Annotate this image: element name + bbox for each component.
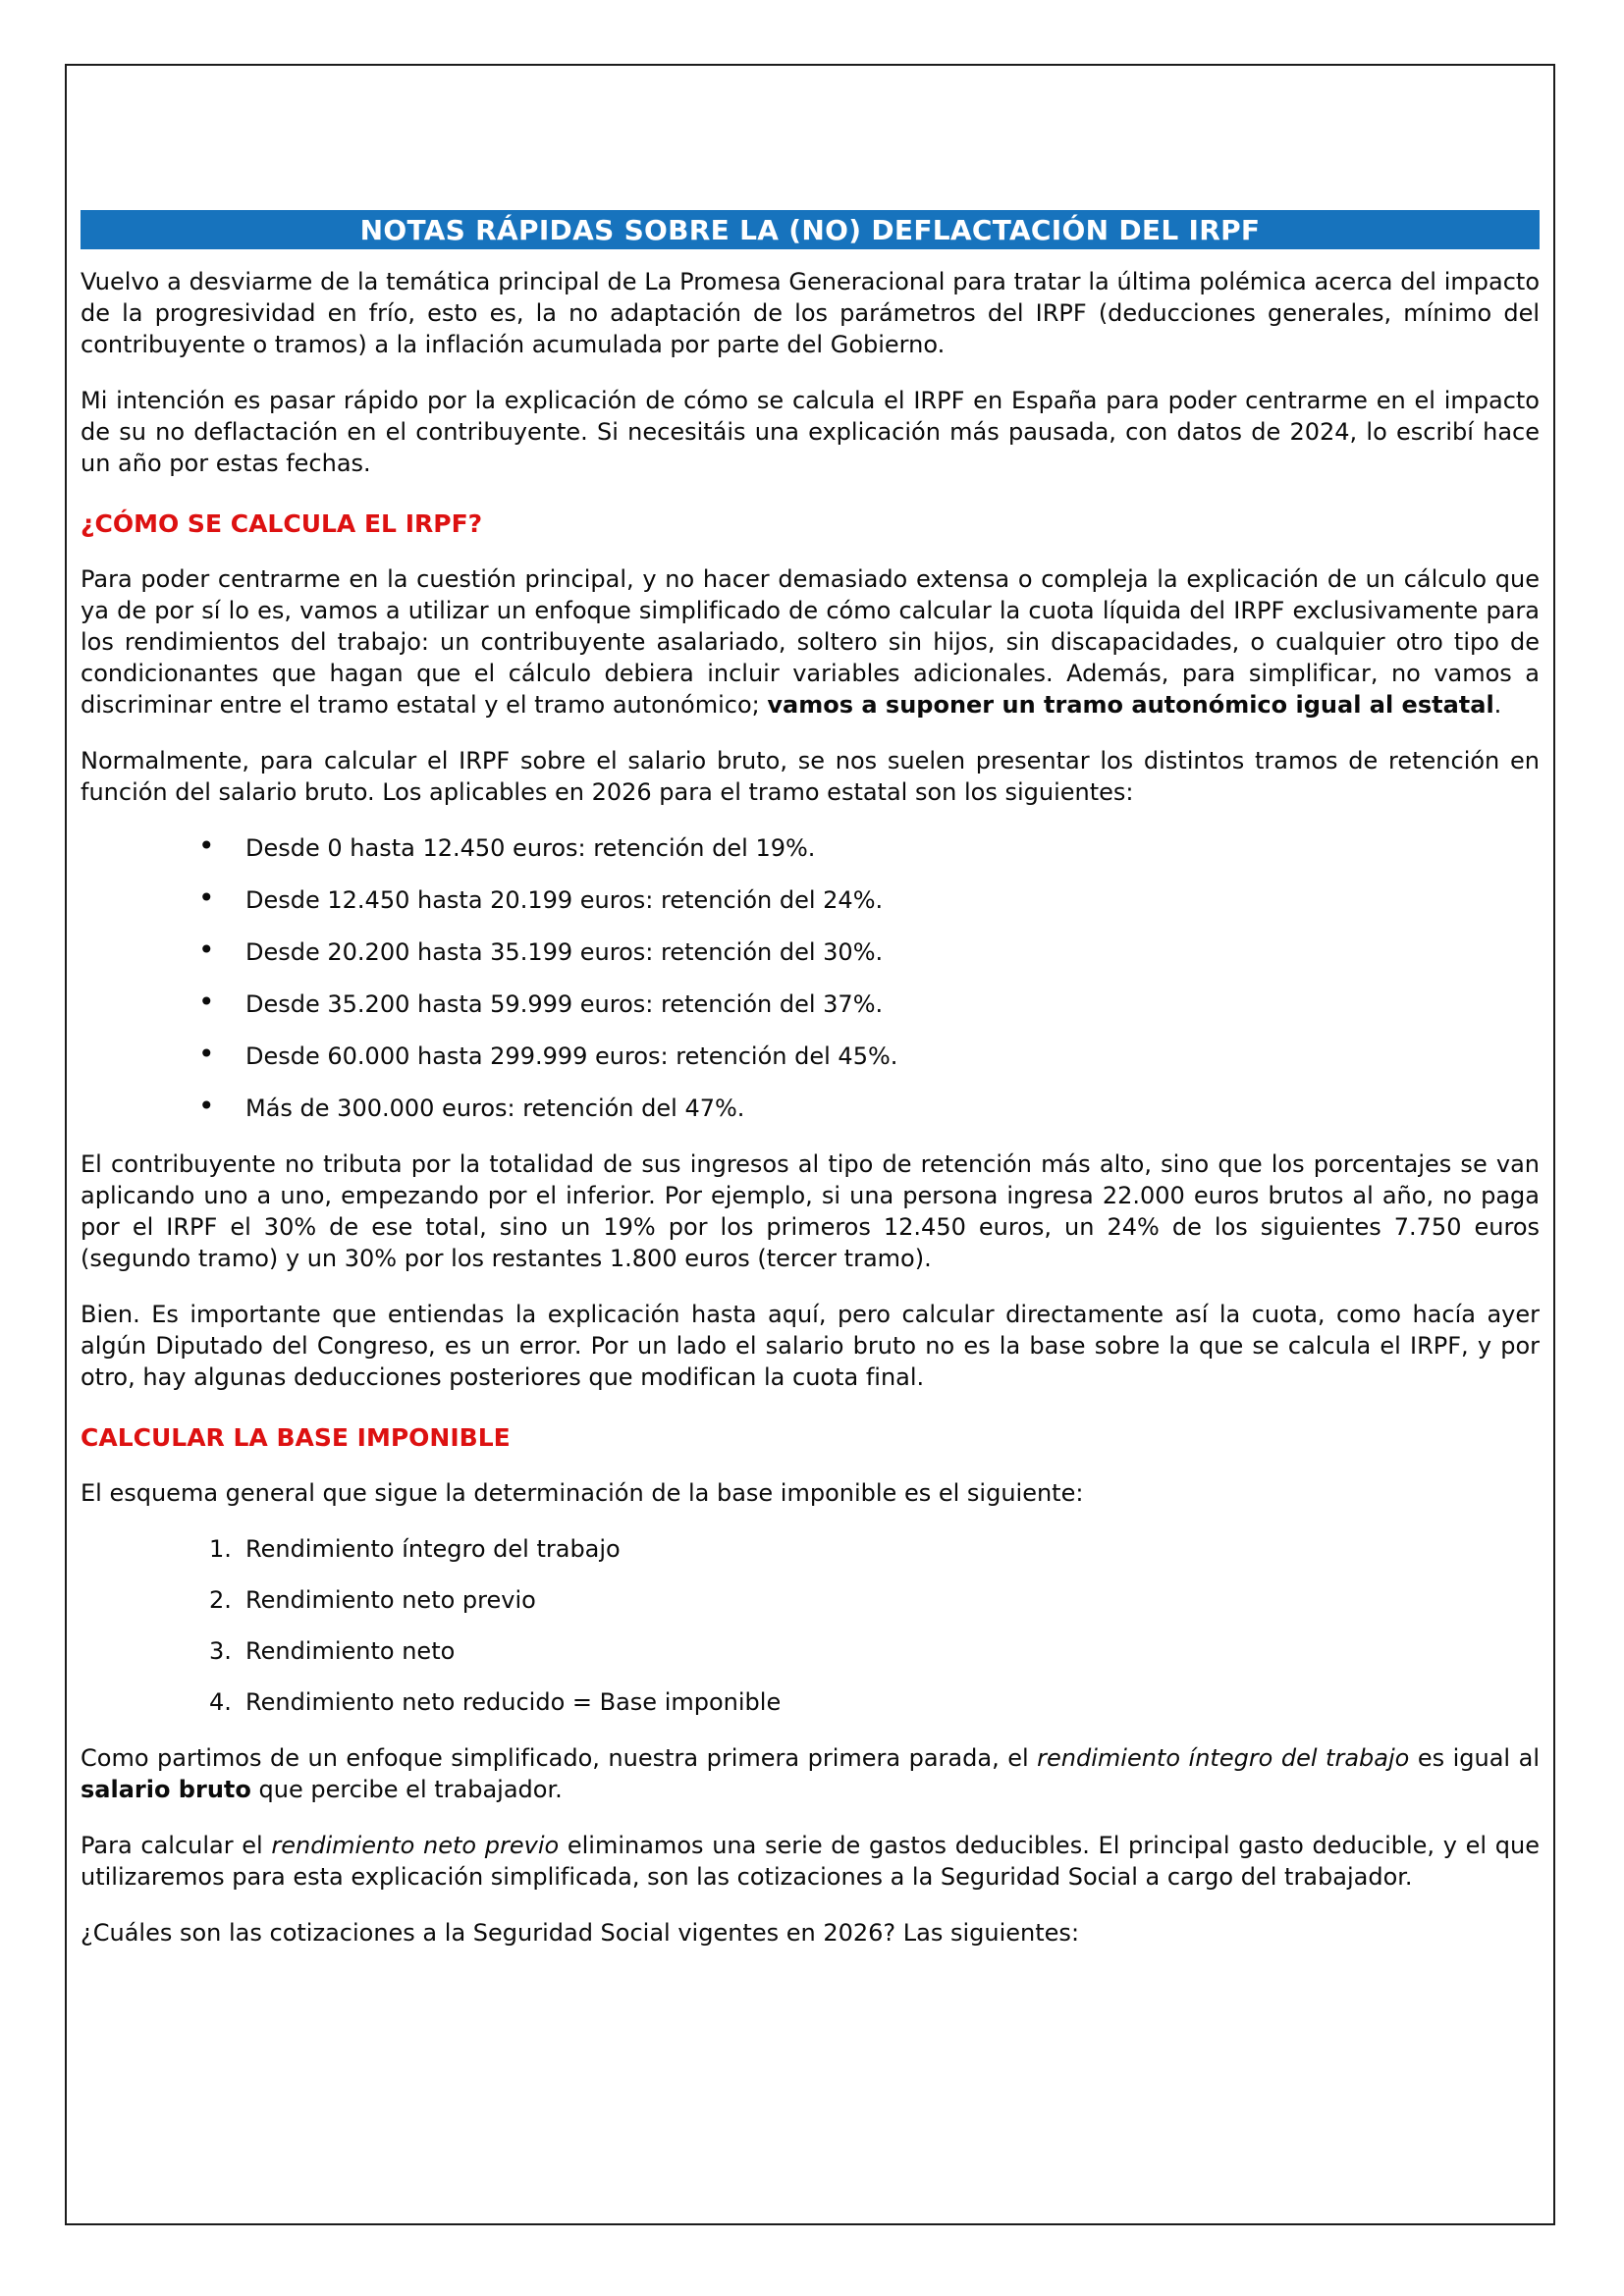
title-banner	[81, 210, 1540, 249]
step-item: Rendimiento neto reducido = Base imponible	[245, 1688, 782, 1716]
paragraph-tramos-intro: Normalmente, para calcular el IRPF sobre el salario bruto, se nos suelen presentar los distintos tramos de retención en función del salario bruto. Los aplicables en 2026 para el tramo estatal son los siguientes:	[81, 747, 1540, 806]
step-item: Rendimiento neto	[245, 1637, 456, 1665]
paragraph-cotizaciones-pregunta: ¿Cuáles son las cotizaciones a la Seguridad Social vigentes en 2026? Las siguientes:	[81, 1919, 1080, 1947]
paragraph-neto-previo: Para calcular el rendimiento neto previo eliminamos una serie de gastos deducibles. El principal gasto deducible, y el que utilizaremos para esta explicación simplificada, son las cotizaciones a la Seguridad Social a cargo del trabajador.	[81, 1832, 1540, 1891]
base-imponible-steps-list	[81, 1533, 1540, 1718]
step-item: Rendimiento neto previo	[245, 1586, 536, 1614]
tax-bracket-item: • Desde 20.200 hasta 35.199 euros: retención del 30%.	[81, 936, 1540, 968]
paragraph-intro: Vuelvo a desviarme de la temática principal de La Promesa Generacional para tratar la última polémica acerca del impacto de la progresividad en frío, esto es, la no adaptación de los parámetros del IRPF (deducciones generales, mínimo del contribuyente o tramos) a la inflación acumulada por parte del Gobierno.	[81, 268, 1540, 358]
paragraph-progresividad: El contribuyente no tributa por la totalidad de sus ingresos al tipo de retención más alto, sino que los porcentajes se van aplicando uno a uno, empezando por el inferior. Por ejemplo, si una persona ingresa 22.000 euros brutos al año, no paga por el IRPF el 30% de ese total, sino un 19% por los primeros 12.450 euros, un 24% de los siguientes 7.750 euros (segundo tramo) y un 30% por los restantes 1.800 euros (tercer tramo).	[81, 1150, 1540, 1272]
tax-bracket-item: • Desde 35.200 hasta 59.999 euros: retención del 37%.	[81, 988, 1540, 1020]
tax-brackets-list	[81, 832, 1540, 1124]
tax-bracket-item: • Desde 12.450 hasta 20.199 euros: retención del 24%.	[81, 884, 1540, 916]
paragraph-rendimiento-integro: Como partimos de un enfoque simplificado, nuestra primera primera parada, el rendimiento íntegro del trabajo es igual al salario bruto que percibe el trabajador.	[81, 1744, 1540, 1803]
step-item: Rendimiento íntegro del trabajo	[245, 1535, 621, 1563]
tax-bracket-item: • Más de 300.000 euros: retención del 47%.	[81, 1093, 1540, 1124]
page-title: NOTAS RÁPIDAS SOBRE LA (NO) DEFLACTACIÓN DEL IRPF	[359, 213, 1261, 246]
page-border-box	[65, 64, 1555, 2225]
paragraph-error-diputado: Bien. Es importante que entiendas la explicación hasta aquí, pero calcular directamente así la cuota, como hacía ayer algún Diputado del Congreso, es un error. Por un lado el salario bruto no es la base sobre la que se calcula el IRPF, y por otro, hay algunas deducciones posteriores que modifican la cuota final.	[81, 1301, 1540, 1391]
paragraph-enfoque-simplificado: Para poder centrarme en la cuestión principal, y no hacer demasiado extensa o compleja la explicación de un cálculo que ya de por sí lo es, vamos a utilizar un enfoque simplificado de cómo calcular la cuota líquida del IRPF exclusivamente para los rendimientos del trabajo: un contribuyente asalariado, soltero sin hijos, sin discapacidades, o cualquier otro tipo de condicionantes que hagan que el cálculo debiera incluir variables adicionales. Además, para simplificar, no vamos a discriminar entre el tramo estatal y el tramo autonómico; vamos a suponer un tramo autonómico igual al estatal.	[81, 565, 1540, 719]
section-heading-base-imponible: CALCULAR LA BASE IMPONIBLE	[81, 1423, 511, 1452]
paragraph-esquema-general: El esquema general que sigue la determinación de la base imponible es el siguiente:	[81, 1479, 1084, 1507]
paragraph-intent: Mi intención es pasar rápido por la explicación de cómo se calcula el IRPF en España para poder centrarme en el impacto de su no deflactación en el contribuyente. Si necesitáis una explicación más pausada, con datos de 2024, lo escribí hace un año por estas fechas.	[81, 387, 1540, 477]
section-heading-como-se-calcula: ¿CÓMO SE CALCULA EL IRPF?	[81, 509, 483, 538]
tax-bracket-item: • Desde 0 hasta 12.450 euros: retención del 19%.	[81, 832, 1540, 864]
tax-bracket-item: • Desde 60.000 hasta 299.999 euros: retención del 45%.	[81, 1041, 1540, 1072]
